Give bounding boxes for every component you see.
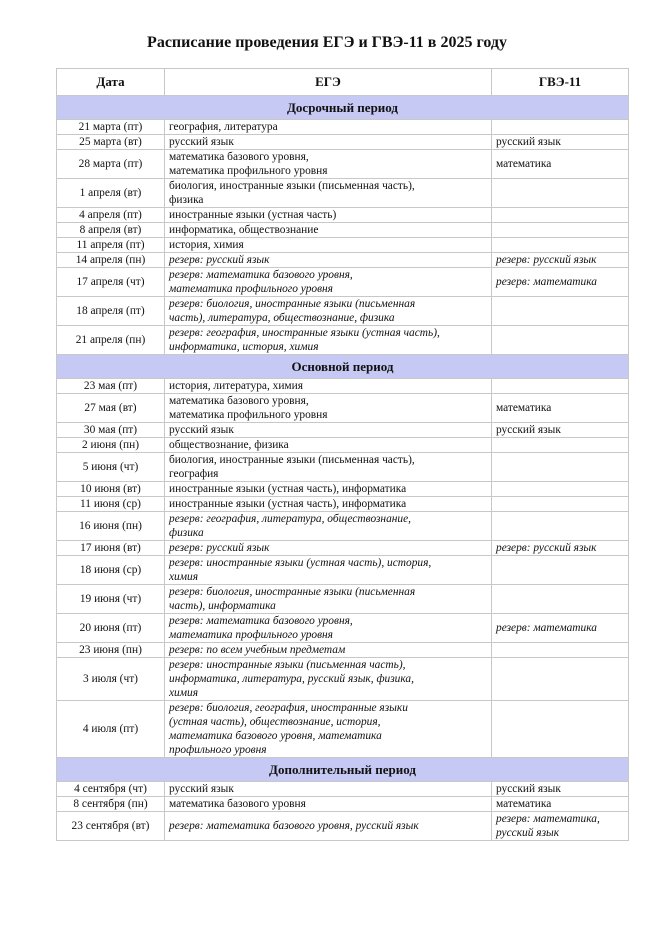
gve-line: резерв: русский язык <box>496 542 597 554</box>
schedule-table <box>56 68 629 841</box>
ege-cell <box>165 512 492 541</box>
ege-cell <box>165 208 492 223</box>
table-row <box>57 782 629 797</box>
table-row <box>57 268 629 297</box>
gve-cell <box>492 541 629 556</box>
ege-cell <box>165 150 492 179</box>
ege-cell <box>165 556 492 585</box>
header-date: Дата <box>57 69 165 96</box>
date-cell: 21 марта (пт) <box>57 120 165 135</box>
ege-line: химия <box>169 687 199 699</box>
period-title: Досрочный период <box>57 96 629 120</box>
table-row <box>57 797 629 812</box>
table-row <box>57 453 629 482</box>
gve-cell <box>492 135 629 150</box>
page-title: Расписание проведения ЕГЭ и ГВЭ-11 в 2025 году <box>147 34 507 51</box>
gve-cell <box>492 179 629 208</box>
ege-line: математика базового уровня, <box>169 151 309 163</box>
ege-cell <box>165 643 492 658</box>
date-cell: 25 марта (вт) <box>57 135 165 150</box>
gve-line: резерв: математика <box>496 276 597 288</box>
gve-line: математика <box>496 158 552 170</box>
table-row <box>57 208 629 223</box>
ege-cell <box>165 135 492 150</box>
table-row <box>57 497 629 512</box>
ege-cell <box>165 326 492 355</box>
date-cell: 8 сентября (пн) <box>57 797 165 812</box>
gve-cell <box>492 223 629 238</box>
ege-line: информатика, литература, русский язык, физика, <box>169 673 414 685</box>
table-row <box>57 614 629 643</box>
ege-cell <box>165 423 492 438</box>
ege-line: резерв: по всем учебным предметам <box>169 644 346 656</box>
ege-cell <box>165 120 492 135</box>
header-ege: ЕГЭ <box>165 69 492 96</box>
gve-cell <box>492 268 629 297</box>
date-cell: 10 июня (вт) <box>57 482 165 497</box>
date-cell: 21 апреля (пн) <box>57 326 165 355</box>
ege-line: резерв: русский язык <box>169 254 270 266</box>
gve-cell <box>492 326 629 355</box>
ege-line: математика базового уровня <box>169 798 306 810</box>
date-cell: 17 апреля (чт) <box>57 268 165 297</box>
gve-line: математика <box>496 402 552 414</box>
date-cell: 4 июля (пт) <box>57 701 165 758</box>
table-row <box>57 812 629 841</box>
ege-cell <box>165 253 492 268</box>
ege-cell <box>165 585 492 614</box>
ege-line: резерв: иностранные языки (письменная часть), <box>169 659 406 671</box>
ege-line: физика <box>169 527 204 539</box>
ege-cell <box>165 782 492 797</box>
gve-cell <box>492 497 629 512</box>
table-row <box>57 120 629 135</box>
table-row <box>57 223 629 238</box>
period-title: Дополнительный период <box>57 758 629 782</box>
table-row <box>57 438 629 453</box>
gve-cell <box>492 238 629 253</box>
period-row <box>57 758 629 782</box>
ege-line: резерв: биология, иностранные языки (письменная <box>169 586 416 598</box>
ege-line: химия <box>169 571 199 583</box>
ege-line: (устная часть), обществознание, история, <box>169 716 381 728</box>
gve-line: математика <box>496 798 552 810</box>
gve-cell <box>492 150 629 179</box>
period-row <box>57 96 629 120</box>
gve-cell <box>492 453 629 482</box>
gve-cell <box>492 812 629 841</box>
ege-cell <box>165 658 492 701</box>
ege-line: резерв: русский язык <box>169 542 270 554</box>
date-cell: 4 сентября (чт) <box>57 782 165 797</box>
gve-cell <box>492 782 629 797</box>
gve-cell <box>492 423 629 438</box>
date-cell: 28 марта (пт) <box>57 150 165 179</box>
ege-line: резерв: иностранные языки (устная часть), история, <box>169 557 432 569</box>
ege-line: информатика, история, химия <box>169 341 319 353</box>
table-row <box>57 150 629 179</box>
table-row <box>57 701 629 758</box>
ege-line: профильного уровня <box>169 744 267 756</box>
date-cell: 30 мая (пт) <box>57 423 165 438</box>
table-row <box>57 238 629 253</box>
gve-cell <box>492 643 629 658</box>
period-title: Основной период <box>57 355 629 379</box>
ege-line: математика профильного уровня <box>169 283 333 295</box>
gve-line: русский язык <box>496 827 560 839</box>
ege-line: история, химия <box>169 239 244 251</box>
table-row <box>57 541 629 556</box>
ege-line: резерв: биология, география, иностранные языки <box>169 702 408 714</box>
gve-cell <box>492 253 629 268</box>
ege-line: русский язык <box>169 783 234 795</box>
ege-line: часть), литература, обществознание, физика <box>169 312 395 324</box>
gve-line: резерв: математика <box>496 622 597 634</box>
table-row <box>57 326 629 355</box>
ege-line: часть), информатика <box>169 600 276 612</box>
ege-line: математика профильного уровня <box>169 165 328 177</box>
ege-line: резерв: география, иностранные языки (устная часть), <box>169 327 440 339</box>
table-row <box>57 585 629 614</box>
ege-cell <box>165 438 492 453</box>
ege-cell <box>165 223 492 238</box>
table-row <box>57 179 629 208</box>
gve-line: русский язык <box>496 424 561 436</box>
date-cell: 23 мая (пт) <box>57 379 165 394</box>
date-cell: 17 июня (вт) <box>57 541 165 556</box>
ege-cell <box>165 797 492 812</box>
period-row <box>57 355 629 379</box>
date-cell: 23 июня (пн) <box>57 643 165 658</box>
table-row <box>57 379 629 394</box>
ege-line: резерв: математика базового уровня, <box>169 269 353 281</box>
date-cell: 2 июня (пн) <box>57 438 165 453</box>
ege-line: география, литература <box>169 121 278 133</box>
gve-cell <box>492 614 629 643</box>
ege-cell <box>165 614 492 643</box>
gve-cell <box>492 208 629 223</box>
table-row <box>57 394 629 423</box>
table-row <box>57 658 629 701</box>
table-row <box>57 482 629 497</box>
gve-cell <box>492 379 629 394</box>
ege-line: математика базового уровня, <box>169 395 309 407</box>
gve-line: русский язык <box>496 136 561 148</box>
table-row <box>57 423 629 438</box>
date-cell: 18 июня (ср) <box>57 556 165 585</box>
ege-cell <box>165 482 492 497</box>
date-cell: 27 мая (вт) <box>57 394 165 423</box>
ege-line: русский язык <box>169 136 234 148</box>
gve-cell <box>492 512 629 541</box>
table-row <box>57 297 629 326</box>
ege-cell <box>165 453 492 482</box>
gve-cell <box>492 394 629 423</box>
ege-line: математика профильного уровня <box>169 629 333 641</box>
ege-line: информатика, обществознание <box>169 224 319 236</box>
ege-cell <box>165 179 492 208</box>
table-row <box>57 253 629 268</box>
ege-line: резерв: география, литература, обществознание, <box>169 513 412 525</box>
ege-line: обществознание, физика <box>169 439 289 451</box>
date-cell: 18 апреля (пт) <box>57 297 165 326</box>
ege-cell <box>165 812 492 841</box>
ege-cell <box>165 268 492 297</box>
date-cell: 11 апреля (пт) <box>57 238 165 253</box>
gve-cell <box>492 701 629 758</box>
gve-cell <box>492 482 629 497</box>
ege-line: иностранные языки (устная часть), информатика <box>169 483 407 495</box>
date-cell: 3 июля (чт) <box>57 658 165 701</box>
ege-line: биология, иностранные языки (письменная часть), <box>169 454 415 466</box>
header-row <box>57 69 629 96</box>
ege-line: история, литература, химия <box>169 380 303 392</box>
ege-line: физика <box>169 194 204 206</box>
date-cell: 4 апреля (пт) <box>57 208 165 223</box>
table-row <box>57 643 629 658</box>
ege-line: резерв: математика базового уровня, русский язык <box>169 820 419 832</box>
gve-line: резерв: математика, <box>496 813 600 825</box>
schedule-body <box>57 96 629 841</box>
date-cell: 8 апреля (вт) <box>57 223 165 238</box>
ege-line: иностранные языки (устная часть) <box>169 209 337 221</box>
ege-line: математика профильного уровня <box>169 409 328 421</box>
ege-cell <box>165 297 492 326</box>
ege-cell <box>165 701 492 758</box>
date-cell: 1 апреля (вт) <box>57 179 165 208</box>
ege-line: русский язык <box>169 424 234 436</box>
date-cell: 20 июня (пт) <box>57 614 165 643</box>
date-cell: 23 сентября (вт) <box>57 812 165 841</box>
ege-cell <box>165 379 492 394</box>
gve-line: резерв: русский язык <box>496 254 597 266</box>
gve-line: русский язык <box>496 783 561 795</box>
table-row <box>57 512 629 541</box>
gve-cell <box>492 297 629 326</box>
table-row <box>57 135 629 150</box>
date-cell: 11 июня (ср) <box>57 497 165 512</box>
gve-cell <box>492 556 629 585</box>
header-gve: ГВЭ-11 <box>492 69 629 96</box>
ege-cell <box>165 394 492 423</box>
gve-cell <box>492 438 629 453</box>
date-cell: 19 июня (чт) <box>57 585 165 614</box>
ege-cell <box>165 238 492 253</box>
ege-line: резерв: биология, иностранные языки (письменная <box>169 298 416 310</box>
table-row <box>57 556 629 585</box>
date-cell: 16 июня (пн) <box>57 512 165 541</box>
ege-line: география <box>169 468 219 480</box>
gve-cell <box>492 658 629 701</box>
date-cell: 5 июня (чт) <box>57 453 165 482</box>
gve-cell <box>492 797 629 812</box>
gve-cell <box>492 585 629 614</box>
ege-cell <box>165 497 492 512</box>
date-cell: 14 апреля (пн) <box>57 253 165 268</box>
ege-line: резерв: математика базового уровня, <box>169 615 353 627</box>
ege-line: иностранные языки (устная часть), информатика <box>169 498 407 510</box>
ege-cell <box>165 541 492 556</box>
ege-line: биология, иностранные языки (письменная часть), <box>169 180 415 192</box>
gve-cell <box>492 120 629 135</box>
ege-line: математика базового уровня, математика <box>169 730 382 742</box>
